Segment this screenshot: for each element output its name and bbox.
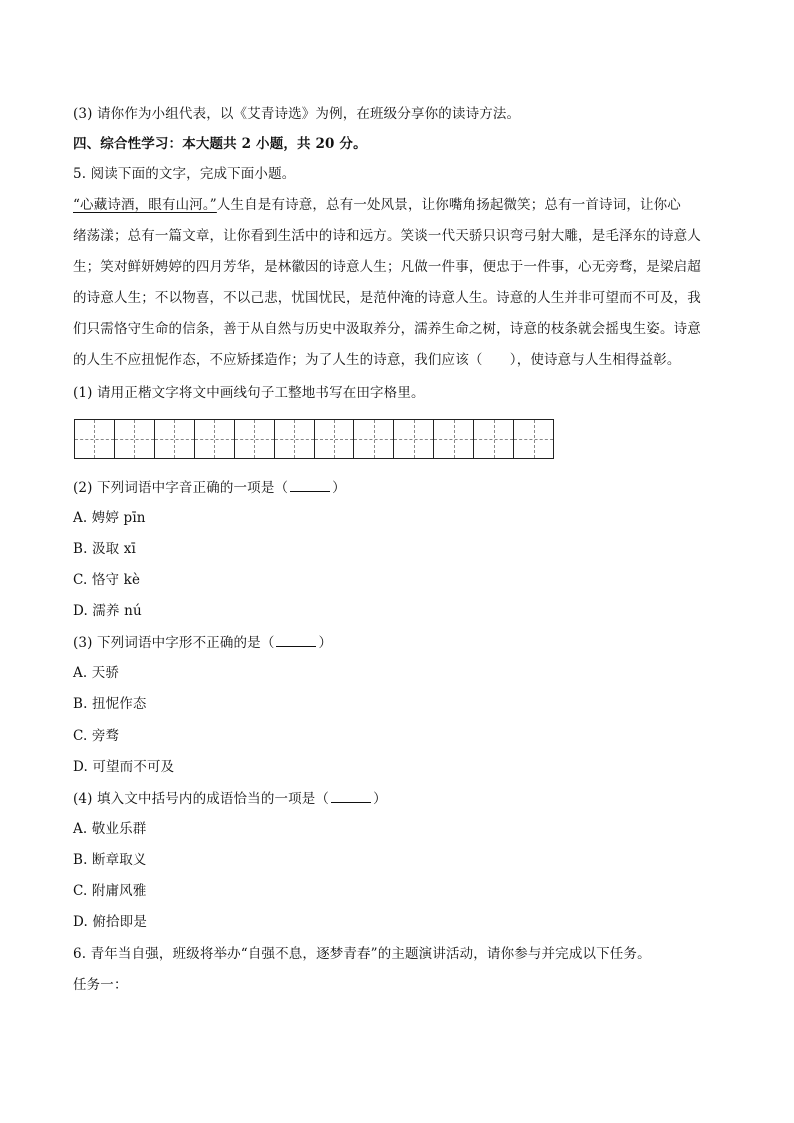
grid-cell[interactable] (75, 420, 115, 458)
answer-blank[interactable] (331, 788, 371, 803)
stem-text: (2) 下列词语中字音正确的一项是（ (73, 480, 289, 496)
sub-4-option-a: A. 敬业乐群 (73, 821, 147, 837)
section-heading: 四、综合性学习：本大题共 2 小题，共 20 分。 (73, 136, 367, 152)
sub-3-option-c: C. 旁骛 (73, 728, 120, 744)
passage-line-5: 们只需恪守生命的信条，善于从自然与历史中汲取养分，濡养生命之树，诗意的枝条就会摇曳生姿。诗意 (73, 321, 701, 337)
sub-question-3-stem (73, 632, 332, 653)
sub-question-2-stem (73, 477, 346, 498)
stem-close: ） (332, 480, 346, 496)
grid-cell[interactable] (235, 420, 275, 458)
question-6-title: 6. 青年当自强，班级将举办“自强不息，逐梦青春”的主题演讲活动，请你参与并完成以下任务。 (73, 946, 651, 962)
underlined-sentence: “心藏诗酒，眼有山河。” (73, 197, 217, 213)
sub-3-option-a: A. 天骄 (73, 665, 120, 681)
passage-line-2: 绪荡漾；总有一篇文章，让你看到生活中的诗和远方。笑谈一代天骄只识弯弓射大雕，是毛泽东的诗意人 (73, 228, 701, 244)
grid-cell[interactable] (155, 420, 195, 458)
sub-2-option-c: C. 恪守 kè (73, 572, 141, 588)
grid-cell[interactable] (474, 420, 514, 458)
grid-cell[interactable] (434, 420, 474, 458)
question-6-task-1: 任务一： (73, 977, 128, 993)
sub-3-option-b: B. 扭怩作态 (73, 696, 147, 712)
sub-question-4-stem (73, 788, 387, 809)
passage-line-1-rest: 人生自是有诗意，总有一处风景，让你嘴角扬起微笑；总有一首诗词，让你心 (216, 197, 681, 213)
sub-3-option-d: D. 可望而不可及 (73, 759, 175, 775)
passage-line-4: 的诗意人生；不以物喜，不以己悲，忧国忧民，是范仲淹的诗意人生。诗意的人生并非可望而不可及，我 (73, 290, 701, 306)
answer-blank[interactable] (290, 477, 330, 492)
sub-4-option-c: C. 附庸风雅 (73, 883, 147, 899)
sub-2-option-d: D. 濡养 nú (73, 603, 142, 619)
grid-cell[interactable] (115, 420, 155, 458)
sub-4-option-d: D. 俯拾即是 (73, 914, 147, 930)
question-5-title: 5. 阅读下面的文字，完成下面小题。 (73, 166, 296, 182)
grid-cell[interactable] (275, 420, 315, 458)
stem-text: (3) 下列词语中字形不正确的是（ (73, 635, 275, 651)
passage-line-3: 生；笑对鲜妍娉婷的四月芳华，是林徽因的诗意人生；凡做一件事，便忠于一件事，心无旁骛，是梁启超 (73, 259, 701, 275)
question-3-intro: (3) 请你作为小组代表，以《艾青诗选》为例，在班级分享你的读诗方法。 (73, 106, 521, 122)
answer-blank[interactable] (276, 632, 316, 647)
sub-question-1: (1) 请用正楷文字将文中画线句子工整地书写在田字格里。 (73, 385, 425, 401)
stem-text: (4) 填入文中括号内的成语恰当的一项是（ (73, 791, 330, 807)
grid-cell[interactable] (195, 420, 235, 458)
grid-cell[interactable] (514, 420, 553, 458)
stem-close: ） (318, 635, 333, 651)
grid-cell[interactable] (394, 420, 434, 458)
stem-close: ） (373, 791, 387, 807)
sub-2-option-b: B. 汲取 xī (73, 541, 136, 557)
passage-line-1 (73, 195, 681, 215)
tianzige-writing-grid[interactable] (74, 419, 554, 459)
grid-cell[interactable] (315, 420, 355, 458)
grid-cell[interactable] (354, 420, 394, 458)
sub-4-option-b: B. 断章取义 (73, 852, 147, 868)
sub-2-option-a: A. 娉婷 pīn (73, 510, 146, 526)
passage-line-6: 的人生不应扭怩作态，不应矫揉造作；为了人生的诗意，我们应该（ ），使诗意与人生相得益彰。 (73, 352, 681, 368)
